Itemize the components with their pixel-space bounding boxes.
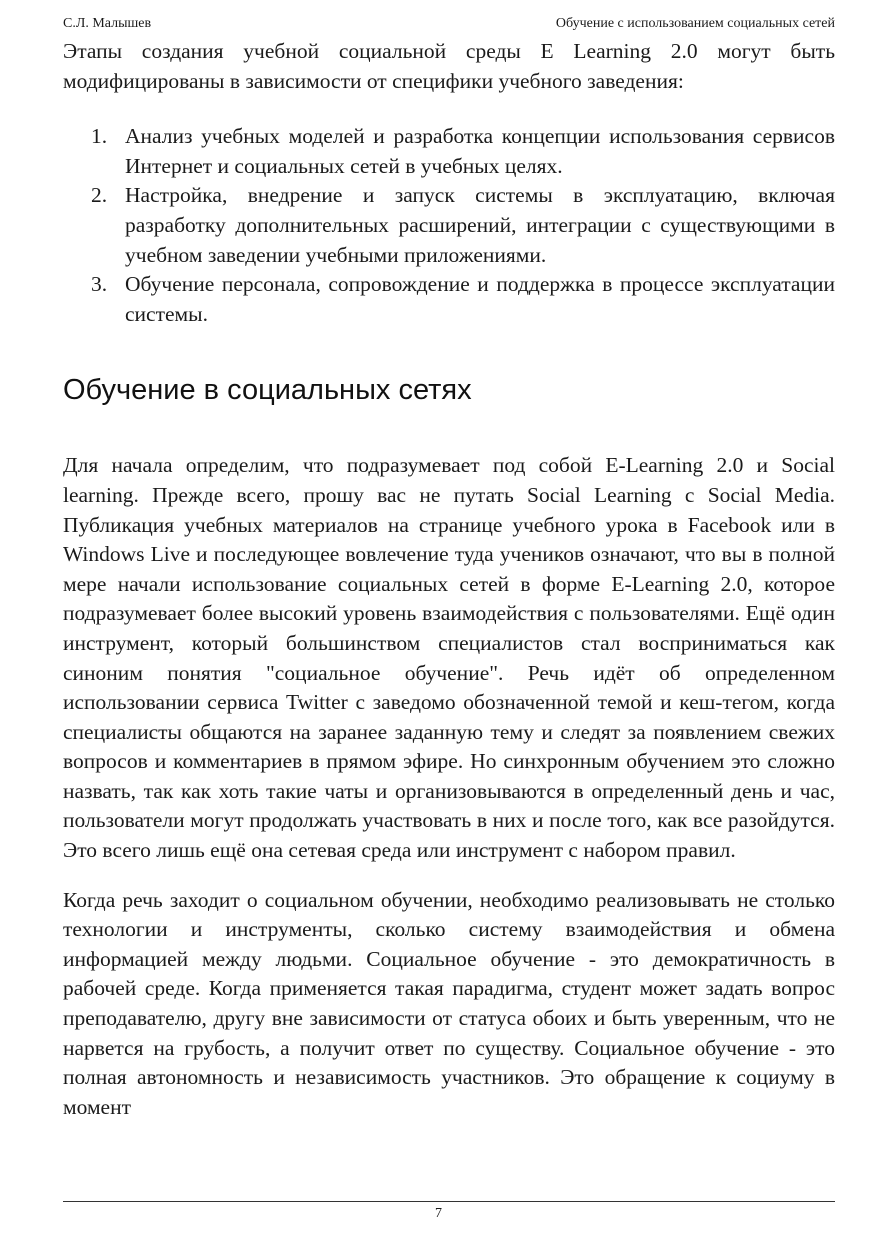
- list-item-number: 1.: [91, 124, 108, 149]
- header-author: С.Л. Малышев: [63, 16, 152, 31]
- list-item: [91, 181, 835, 270]
- document-page: [63, 14, 835, 1229]
- list-item-number: 3.: [91, 272, 108, 297]
- steps-list: [63, 122, 835, 329]
- list-item-text: Анализ учебных моделей и разработка концепции использования сервисов Интернет и социальных сетей в учебных целях.: [125, 124, 835, 178]
- list-item-text: Обучение персонала, сопровождение и поддержка в процессе эксплуатации системы.: [125, 272, 835, 326]
- running-header: [63, 14, 835, 36]
- body-paragraph: Когда речь заходит о социальном обучении, необходимо реализовывать не столько технологии и инструменты, сколько систему взаимодействия и обмена информацией между людьми. Социальное обучение - это демократичность в рабочей среде. Когда применяется такая парадигма, студент может задать вопрос преподавателю, другу вне зависимости от статуса обоих и быть уверенным, что не нарвется на грубость, а получит ответ по существу. Социальное обучение - это полная автономность и независимость участников. Это обращение к социуму в момент: [63, 887, 835, 1119]
- page-number: 7: [435, 1206, 442, 1221]
- footer-divider: [63, 1201, 835, 1202]
- list-item: [91, 270, 835, 329]
- list-item-text: Настройка, внедрение и запуск системы в эксплуатацию, включая разработку дополнительных расширений, интеграции с существующими в учебном заведении учебными приложениями.: [125, 183, 835, 267]
- list-item-number: 2.: [91, 183, 108, 208]
- section-heading: Обучение в социальных сетях: [63, 374, 472, 407]
- header-title: Обучение с использованием социальных сетей: [555, 16, 835, 31]
- body-paragraph: Для начала определим, что подразумевает под собой E-Learning 2.0 и Social learning. Прежде всего, прошу вас не путать Social Learning с Social Media. Публикация учебных материалов на странице учебного урока в Facebook или в Windows Live и последующее вовлечение туда учеников означают, что вы в полной мере начали использование социальных сетей в форме E-Learning 2.0, которое подразумевает более высокий уровень взаимодействия с пользователями. Ещё один инструмент, который большинством специалистов стал восприниматься как синоним понятия "социальное обучение". Речь идёт об определенном использовании сервиса Twitter с заведомо обозначенной темой и кеш-тегом, когда специалисты общаются на заранее заданную тему и следят за появлением свежих вопросов и комментариев в прямом эфире. Но синхронным обучением это сложно назвать, так как хоть такие чаты и организовываются в определенный день и час, пользователи могут продолжать участвовать в них и после того, как все разойдутся. Это всего лишь ещё она сетевая среда или инструмент с набором правил.: [63, 453, 835, 863]
- intro-paragraph: Этапы создания учебной социальной среды E Learning 2.0 могут быть модифицированы в зависимости от специфики учебного заведения:: [63, 39, 835, 93]
- list-item: [91, 122, 835, 181]
